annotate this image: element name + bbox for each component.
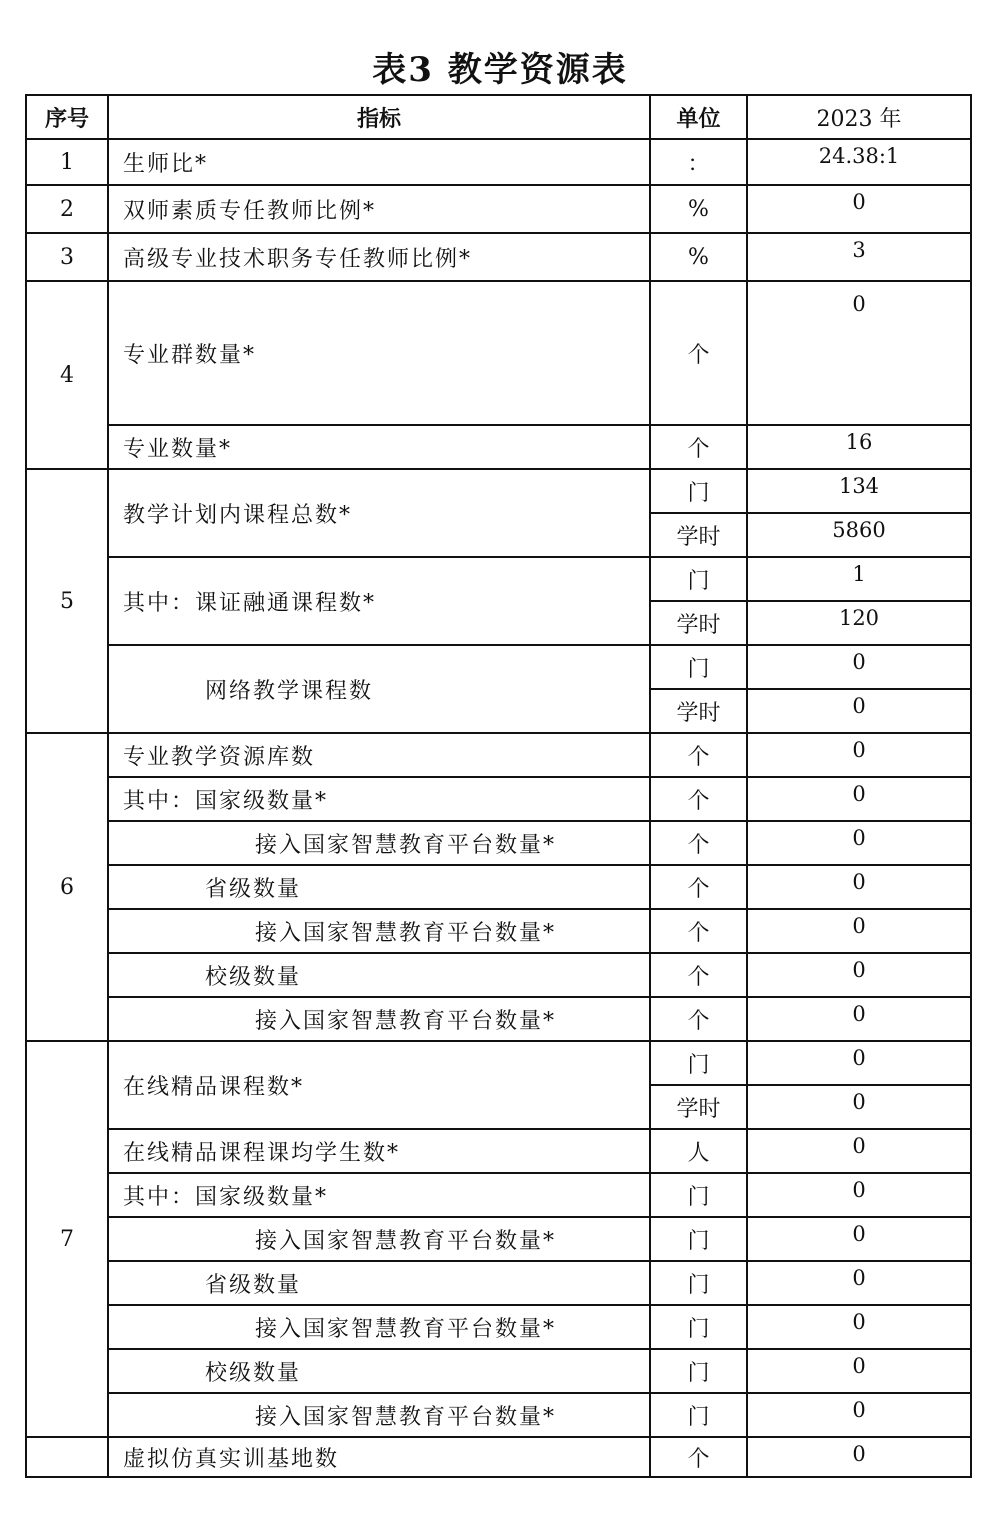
seq-cell: 6: [26, 733, 108, 1041]
value-cell: 0: [747, 865, 971, 909]
unit-cell: 门: [650, 1217, 747, 1261]
seq-cell: 2: [26, 185, 108, 233]
indicator-cell: 省级数量: [108, 865, 650, 909]
indicator-cell: 虚拟仿真实训基地数: [108, 1437, 650, 1477]
value-cell: 0: [747, 1261, 971, 1305]
unit-cell: 学时: [650, 1085, 747, 1129]
table-row: [26, 645, 971, 689]
table-row: [26, 1261, 971, 1305]
table-row: [26, 953, 971, 997]
table-row: [26, 233, 971, 281]
value-cell: 0: [747, 1129, 971, 1173]
indicator-cell: 生师比*: [108, 139, 650, 185]
value-cell: 16: [747, 425, 971, 469]
table-row: [26, 1437, 971, 1477]
indicator-cell: 在线精品课程课均学生数*: [108, 1129, 650, 1173]
unit-cell: 个: [650, 865, 747, 909]
indicator-cell: 省级数量: [108, 1261, 650, 1305]
header-row: [26, 95, 971, 139]
indicator-cell: 教学计划内课程总数*: [108, 469, 650, 557]
header-year: 2023 年: [747, 95, 971, 139]
value-cell: 0: [747, 281, 971, 425]
unit-cell: 个: [650, 777, 747, 821]
table-row: [26, 557, 971, 601]
indicator-cell: 接入国家智慧教育平台数量*: [108, 821, 650, 865]
indicator-cell: 专业群数量*: [108, 281, 650, 425]
value-cell: 0: [747, 1349, 971, 1393]
unit-cell: 门: [650, 1261, 747, 1305]
unit-cell: 个: [650, 909, 747, 953]
unit-cell: 门: [650, 645, 747, 689]
value-cell: 0: [747, 953, 971, 997]
value-cell: 0: [747, 1217, 971, 1261]
header-seq: 序号: [26, 95, 108, 139]
indicator-cell: 其中：国家级数量*: [108, 777, 650, 821]
value-cell: 0: [747, 689, 971, 733]
value-cell: 24.38:1: [747, 139, 971, 185]
value-cell: 0: [747, 909, 971, 953]
unit-cell: 个: [650, 1437, 747, 1477]
value-cell: 0: [747, 1437, 971, 1477]
unit-cell: 学时: [650, 513, 747, 557]
indicator-cell: 网络教学课程数: [108, 645, 650, 733]
table-row: [26, 1349, 971, 1393]
indicator-cell: 在线精品课程数*: [108, 1041, 650, 1129]
seq-cell: 1: [26, 139, 108, 185]
unit-cell: 学时: [650, 601, 747, 645]
indicator-cell: 接入国家智慧教育平台数量*: [108, 997, 650, 1041]
table-row: [26, 1041, 971, 1085]
table-row: [26, 1217, 971, 1261]
table-row: [26, 865, 971, 909]
table-row: [26, 997, 971, 1041]
indicator-cell: 校级数量: [108, 953, 650, 997]
indicator-cell: 接入国家智慧教育平台数量*: [108, 909, 650, 953]
table-row: [26, 281, 971, 425]
indicator-cell: 专业数量*: [108, 425, 650, 469]
unit-cell: 个: [650, 821, 747, 865]
value-cell: 0: [747, 777, 971, 821]
value-cell: 0: [747, 1085, 971, 1129]
table-row: [26, 1393, 971, 1437]
table-row: [26, 1173, 971, 1217]
value-cell: 0: [747, 997, 971, 1041]
value-cell: 0: [747, 1393, 971, 1437]
value-cell: 0: [747, 1041, 971, 1085]
table-row: [26, 1129, 971, 1173]
unit-cell: 个: [650, 953, 747, 997]
value-cell: 120: [747, 601, 971, 645]
table-row: [26, 1305, 971, 1349]
value-cell: 0: [747, 1173, 971, 1217]
seq-cell: 3: [26, 233, 108, 281]
value-cell: 0: [747, 733, 971, 777]
unit-cell: 门: [650, 1173, 747, 1217]
unit-cell: 门: [650, 1305, 747, 1349]
unit-cell: 门: [650, 469, 747, 513]
value-cell: 5860: [747, 513, 971, 557]
header-unit: 单位: [650, 95, 747, 139]
table-title: 表3 教学资源表: [372, 50, 628, 90]
header-indicator: 指标: [108, 95, 650, 139]
indicator-cell: 接入国家智慧教育平台数量*: [108, 1305, 650, 1349]
unit-cell: 个: [650, 733, 747, 777]
unit-cell: 个: [650, 997, 747, 1041]
table-row: [26, 821, 971, 865]
unit-cell: 个: [650, 425, 747, 469]
indicator-cell: 其中：国家级数量*: [108, 1173, 650, 1217]
seq-cell: 7: [26, 1041, 108, 1437]
value-cell: 0: [747, 645, 971, 689]
value-cell: 3: [747, 233, 971, 281]
unit-cell: 门: [650, 1041, 747, 1085]
indicator-cell: 校级数量: [108, 1349, 650, 1393]
table-row: [26, 185, 971, 233]
seq-cell: [26, 1437, 108, 1477]
indicator-cell: 专业教学资源库数: [108, 733, 650, 777]
unit-cell: %: [650, 233, 747, 281]
indicator-cell: 双师素质专任教师比例*: [108, 185, 650, 233]
indicator-cell: 接入国家智慧教育平台数量*: [108, 1393, 650, 1437]
table-row: [26, 909, 971, 953]
unit-cell: 门: [650, 557, 747, 601]
unit-cell: 学时: [650, 689, 747, 733]
indicator-cell: 接入国家智慧教育平台数量*: [108, 1217, 650, 1261]
seq-cell: 4: [26, 281, 108, 469]
unit-cell: 门: [650, 1349, 747, 1393]
table-row: [26, 777, 971, 821]
value-cell: 134: [747, 469, 971, 513]
seq-cell: 5: [26, 469, 108, 733]
table-row: [26, 469, 971, 513]
value-cell: 0: [747, 185, 971, 233]
value-cell: 0: [747, 1305, 971, 1349]
table-row: [26, 733, 971, 777]
value-cell: 1: [747, 557, 971, 601]
unit-cell: 个: [650, 281, 747, 425]
table-row: [26, 139, 971, 185]
indicator-cell: 高级专业技术职务专任教师比例*: [108, 233, 650, 281]
teaching-resources-table: [25, 94, 972, 1478]
value-cell: 0: [747, 821, 971, 865]
indicator-cell: 其中：课证融通课程数*: [108, 557, 650, 645]
unit-cell: ：: [650, 139, 747, 185]
unit-cell: %: [650, 185, 747, 233]
table-row: [26, 425, 971, 469]
unit-cell: 门: [650, 1393, 747, 1437]
unit-cell: 人: [650, 1129, 747, 1173]
